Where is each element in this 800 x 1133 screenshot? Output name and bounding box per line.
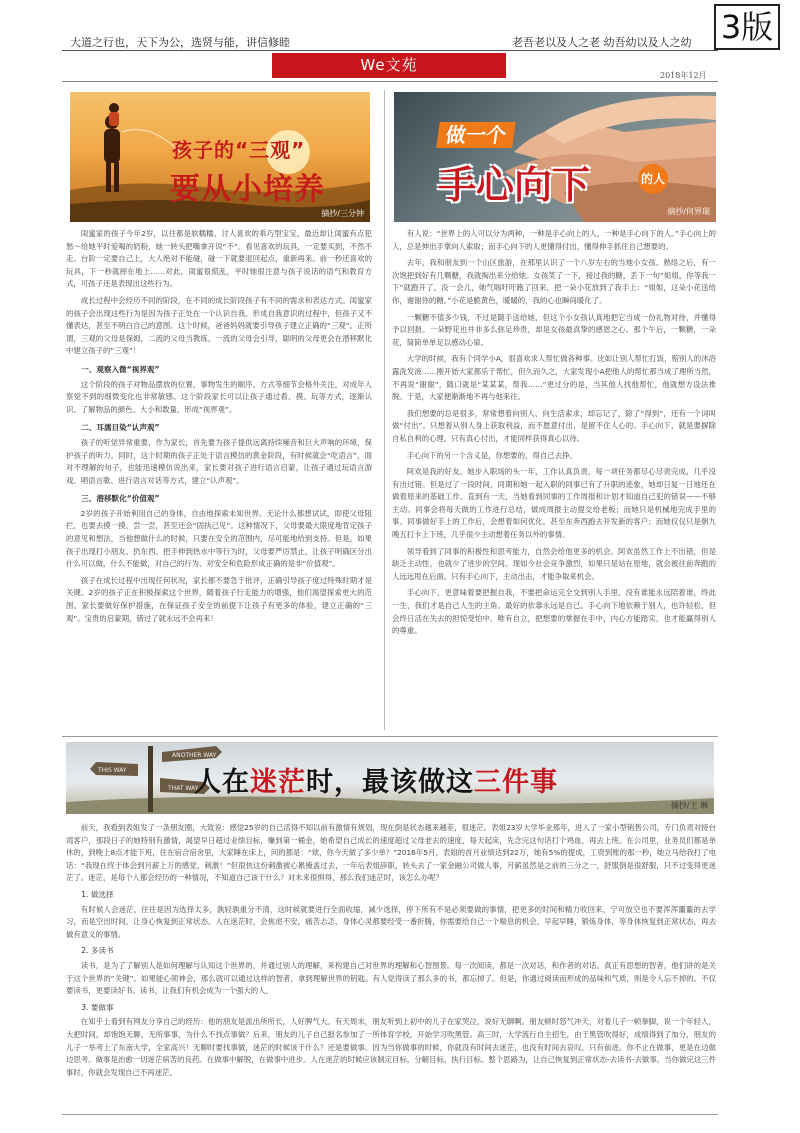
article1-section-body: 孩子的听觉异常重要，作为家长，首先要为孩子提供远离持续噪音和巨大声响的环境，保护孩子的听力。同时，这个时期的孩子正处于语言模仿的黄金阶段，有时候就会“吃语言”，面对不理解的句子，也能迅速模仿说出来，家长要对孩子进行语言启蒙，让孩子通过玩语言游戏、唱语言歌、进行语言对话等方式，建立“认声观”。 [66,437,372,485]
article2-paragraph: 领导看到了同事的积极性和思考能力，自然会给他更多的机会。阿欢虽然工作上不出错，但是缺乏主动性，也就少了进步的空间。现如今社会竞争激烈，如果只是站在原地，就会被往前奔跑的人远远甩在后面。只有手心向下，主动出击，才能争取来机会。 [392,546,716,581]
article1-title-line1: 孩子的“三观” [172,138,306,162]
article3-intro: 前天，我看到表姐发了一条朋友圈，大致说：感觉25岁的自己活得不知以前有激情有规划，现在倒是状态越来越差，很迷茫。表姐23岁大学毕业那年，进入了一家小型销售公司，专门负责对接台湾客户，那段日子的她特别有激情，渴望早日超过业绩目标，赚到第一桶金，她希望自己成长的速度超过父母老去的速度，每天起床，先念完这句话打个鸡血，再去上班。在公司里，业务员们都是单休的，到晚上8点才能下班，住在宿合宿舍里，大家睡在床上，问的都是：“欸，你今天做了多少单？”2016年5月，表姐的首月业绩达到22万，她有5%的提成，工资到账的那一秒，她立马给我打了电话：“我现在终于体会到月薪上万的感觉，刺激！”但很快这份刺激被心累掩盖过去，一年后表姐辞职，转头去了一家金融公司做人事，月薪虽然是之前的三分之一，舒服倒是很舒服，只不过变得更迷茫了。迷茫，是每个人都会经历的一种情况，不知道自己该干什么？对未来很惧得，那么我们迷茫时，该怎么办呢？ [66,823,716,883]
article3-title-highlight1: 迷茫 [250,767,306,798]
edition-badge: 3版 [714,4,780,50]
sign-another-way: ANOTHER WAY [172,752,217,759]
header-rule [62,50,718,51]
article3-banner [66,742,714,814]
article3-title [194,760,558,799]
article2-title-suffix: 的人 [638,164,668,194]
article2-title-line2: 手心向下 [438,163,591,207]
header-rule-2 [62,81,718,82]
article2-paragraph: 手心向下的另一个含义是，你想要的，得自己去挣。 [406,450,577,460]
article1-section-heading: 二、耳濡目染“认声观” [81,423,160,433]
article1-body [66,228,372,625]
article1-section-body: 2岁的孩子开始利用自己的身体，自由地探索未知世界。无论什么都想试试，即使父母阻拦，也要去摸一摸、尝一尝，甚至还会“固执己见”。这种情况下，父母要最大限度地肯定孩子的意见和想法，当他想做什么的时候，只要在安全的范围内，尽可能地给到支持。但是，如果孩子出现打小朋友、扔东西、把手伸到热水中等行为时，父母要严厉禁止，让孩子明确区分出什么可以做，什么不能做，对自己的行为、对安全和危险形成正确的是非“价值观”。 [66,508,372,569]
article2-paragraph: 手心向下，更意味着要把握自我，不要把命运完全交到别人手里。没有谁能永远陪着谁，终此一生，我们才是自己人生的主角。最好的依靠永远是自己。手心向下地依赖于别人，也许轻松，但会终日活在失去的担惊受怕中。唯有自立，把想要的掌握在手中，内心方能踏实，也才能赢得别人的尊重。 [392,588,716,636]
article2-paragraph: 有人说：“世界上的人可以分为两种，一种是手心向上的人，一种是手心向下的人。”手心向上的人，总是伸出手掌向人索取；而手心向下的人更懂得付出，懂得伸手抓住自己想要的。 [392,229,716,251]
article1-title-line2: 要从小培养 [170,172,325,207]
article2-body [392,228,716,638]
article2-credit: 摘抄/何界瑞 [667,207,710,216]
article3-item-body: 有时候人会迷茫，往往是因为选择太多，孰轻孰重分不清，这时候就要进行全面收缩，减少选择，停下所有不是必须要做的事情，把更多的时间和精力收回来，宁可放空也不要浑浑噩噩的去学习，而是空出时间，让身心恢复到正常状态。人在迷茫时，会焦虑不安，痛苦忐忑，身体心灵都要经受一番折腾，你需要给自己一个喘息的机会，早起早睡，锻炼身体，等身体恢复到正常状态，再去做有意义的事情。 [66,904,716,939]
article3-title-part1: 人在 [194,767,250,798]
article1-section-heading: 一、观察入微“视界观” [81,364,160,374]
article2-title-line1: 做一个 [436,122,516,148]
sign-that-way: THAT WAY [168,785,199,792]
right-motto: 老吾老以及人之老 幼吾幼以及人之幼 [512,36,692,49]
article1-paragraph: 成长过程中会经历不同的阶段，在不同的成长阶段孩子有不同的需求和表达方式。闺蜜家的孩子会出现这些行为是因为孩子正处在一个认识自我、形成自我意识的过程中，但孩子又不懂表达，甚至不明白自己的意图。这个时候，爸爸妈妈就要引导孩子建立正确的“三观”。正所谓，三观的父母是保姆，二流的父母当教练，一流的父母会引导，聪明的父母更会在潜移默化中建立孩子的“三观”！ [66,295,372,356]
article1-credit: 摘抄/三分钟 [321,209,364,218]
article1-banner [70,92,370,222]
issue-date: 2018年12月 [660,71,707,80]
article3-title-part2: 时，最该做这 [306,767,474,798]
article1-closing: 孩子在成长过程中出现任何状况，家长都不要急于批评，正确引导孩子度过特殊时期才是关键。2岁的孩子正在积极探索这个世界，随着孩子行走能力的增强，他们渴望探索更大的范围。家长要做好保护措施，在保证孩子安全的前提下让孩子有更多的体验，建立正确的“三观”。宝贵的启蒙期，错过了就永远不会再来！ [66,575,372,623]
article3-body [66,822,716,1079]
footer-rule [62,1114,718,1115]
article3-item-body: 读书，是为了了解别人是如何理解与认知这个世界的，并通过别人的理解，来构建自己对世界的理解和心智图景。每一次阅读，都是一次对话，和作者的对话。真正有思想的智者，他们讲的是关于这个世界的“关键”。如果能心领神会，那么就可以通过这样的智者，拿到理解世界的钥匙。有人觉得读了那么多的书，都忘掉了。但是，你通过阅读而形成的品味和气质，则是令人忘不掉的。不仅要读书，更要读好书。读书，让我们有机会成为一个强大的人。 [66,960,716,996]
parent-child-silhouette [104,103,120,192]
section-divider [62,736,718,737]
article3-item-body: 在知乎上看到有网友分享自己的经历：他的朋友是派出所所长，人好脾气大。有天周末，朋友听到上初中的儿子在家哭泣，说好无聊啊。朋友顿时怒气冲天，对着儿子一顿拳脚，说一个年轻人，大把时间，却饱饱无聊，无所事事，为什么不找点事做？后来，朋友的儿子自己报名参加了一所体育学校，开始学习吹黑管。高三时，大学流行自主招生，由于黑管吹得好，成绩得到了加分，朋友的儿子一举考上了东南大学，全家高兴！无聊时要找事做，迷茫的时候该干什么？还是要做事。因为当你做事的时候，你就没有时间去迷茫，也没有时间去哀叹，只有前进。你不止在做事，更是在边做边思考。做事是治愈一切迷茫病苦的良药。在做事中解脱，在做事中进步。人在迷茫的时候应该制定目标，分解目标，执行目标。整个思路为，让自己恢复到正常状态-去读书-去做事。当你做完这三件事时，你就会发现自己不再迷茫。 [66,1017,716,1077]
article2-paragraph: 去年，我和朋友到一个山区旅游，在那里认识了一个八岁左右的当地小女孩。熟络之后，有一次饱把到好有几颗糖，我就掏出来分给她。女孩笑了一下，接过我的糖，丢下一句“姐姐，你等我一下”就跑开了。没一会儿，她气喘吁吁跑了回来，把一朵小花放到了我手上：“姐姐，这朵小花送给你，谢谢你的糖。”小花是脆黄色，暖暖的，我的心也瞬间暖化了。 [392,258,716,305]
article1-paragraph: 闺蜜家的孩子今年2岁，以往都是软糯糯、讨人喜欢的乖巧型宝宝，最近却让闺蜜有点犯愁～给她平时爱喝的奶粉，她一转头把嘴拿开说“不”。看见喜欢的玩具，一定要买到，不然不走。台阶一定要自己上，大人绝对不能碰，碰一下就要退回起点，重新再来。前一秒还喜欢的玩具，下一秒就摔在地上……对此，闺蜜很慌乱，平时她很注意与孩子说话的语气和教育方式，可孩子还是表现出这些行为。 [66,229,372,289]
article3-item-heading: 3. 要做事 [81,1002,114,1012]
article2-paragraph: 大学的时候，我有个同学小A，很喜欢求人帮忙做各种事。比如让别人帮忙打饭，赔别人的沐浴露洗发液……刚开始大家都乐于帮忙，但久而久之，大家发现小A把他人的帮忙都当成了理所当然，不再说“谢谢”，随口就是“某某某，帮我……”更过分的是，当其他人找他帮忙，他就想方设法推脱。于是，大家便渐渐地不再与他来往。 [392,354,716,402]
article1-section-body: 这个阶段的孩子对物品摆放的位置，事物发生的顺序、方式等细节会格外关注，对成年人察觉不到的细微变化也非常敏感。这个阶段家长可以让孩子通过看、摸、玩等方式，逐渐认识、了解物品的颜色、大小和数量，形成“视界观”。 [66,379,372,414]
section-title: We文苑 [272,53,506,78]
article3-item-heading: 2. 多读书 [81,946,114,956]
column-divider [384,90,385,730]
article3-title-highlight2: 三件事 [474,767,558,798]
article2-banner [394,92,716,222]
article3-item-heading: 1. 做选择 [81,889,114,899]
left-motto: 大道之行也，天下为公，选贤与能，讲信修睦 [70,36,290,49]
sign-this-way: THIS WAY [98,767,127,774]
article2-paragraph: 阿欢是我的好友。她步入职场的头一年，工作认真负责，每一项任务都尽心尽责完成，几乎没有出过错。但是过了一段时间，同期和她一起入职的同事已有了升职的迹象，她却日复一日地还在做着原来的基础工作。直到有一天，当她看到同事的工作周报和计划才知道自己犯的错误——不够主动。同事会将每天做的工作进行总结，做成周报主动提交给老板；而她只是机械地完成手里的事。同事做好手上的工作后，会想着如何优化，甚至东奔西跑去开发新的客户；而她仅仅只是朝九晚五打卡上下班，几乎很少主动想着任务以外的事情。 [392,467,716,540]
article2-paragraph: 我们想要的总是很多，常常想着向别人、向生活索求，却忘记了，除了“得到”，还有一个词叫做“付出”。只想着从别人身上获取利益，而不愿意付出，是留不住人心的。手心向下，就是要摒除自私自利的心理。只有真心付出，才能同样获得真心以待。 [392,408,716,443]
article1-section-heading: 三、潜移默化“价值观” [81,494,160,504]
article2-paragraph: 一颗糖不值多少钱，不过是随手送给她，但这个小女孩认真地把它当成一份礼物对待，并懂得予以回报。一朵野花也并非多么弥足珍贵，却是女孩最真挚的感恩之心。那个午后，一颗糖，一朵花，简简单单足以感动心扉。 [392,312,716,347]
article3-credit: 摘抄/王 琳 [670,801,708,810]
